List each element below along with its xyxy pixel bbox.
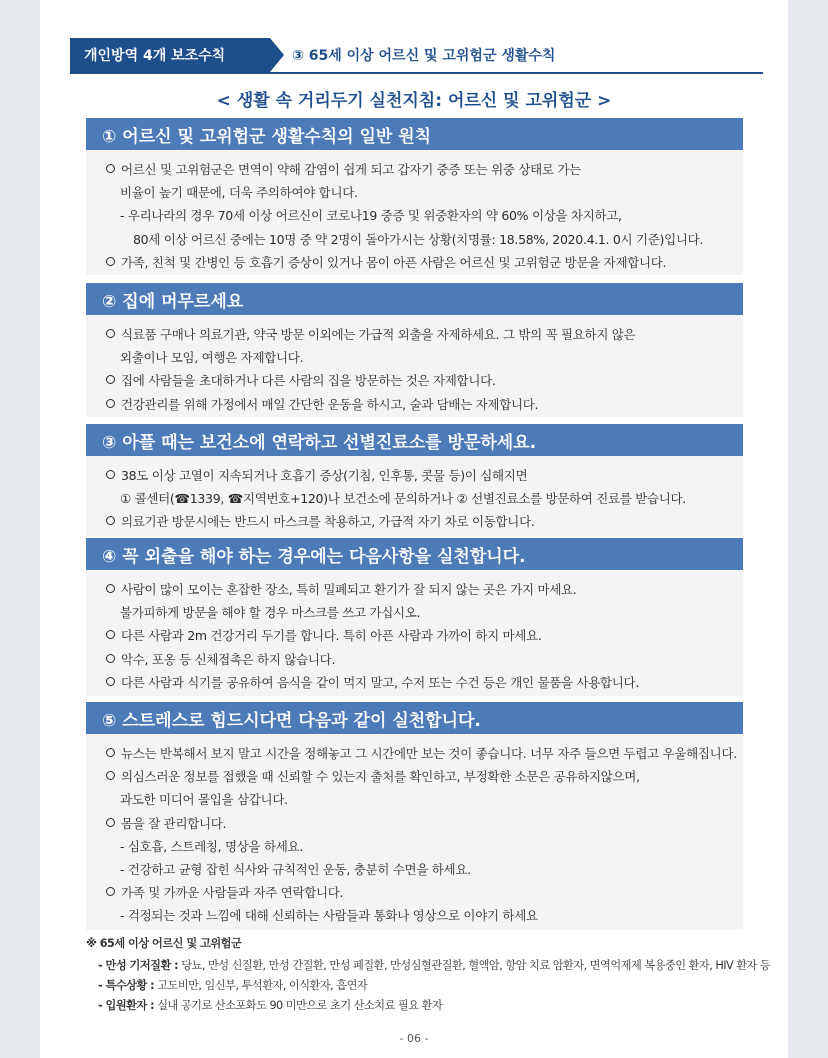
document-page [40,0,788,1058]
footnote-text: 당뇨, 만성 신질환, 만성 간질환, 만성 폐질환, 만성심혈관질환, 혈액암, 항암 치료 암환자, 면역억제제 복용중인 환자, HIV 환자 등 [181,959,771,972]
list-item-continuation: 비율이 높기 때문에, 더욱 주의하여야 합니다. [120,185,358,201]
list-item: 다른 사람과 식기를 공유하여 음식을 같이 먹지 말고, 수저 또는 수건 등은 개인 물품을 사용합니다. [106,671,731,694]
list-item-continuation: 과도한 미디어 몰입을 삼갑니다. [120,792,288,808]
footnote-text: 고도비만, 임신부, 투석환자, 이식환자, 흡연자 [157,979,368,992]
list-item: 다른 사람과 2m 건강거리 두기를 합니다. 특히 아픈 사람과 가까이 하지 마세요. [106,624,731,647]
bullet-icon [106,771,115,780]
section-2-body [86,315,743,417]
bullet-icon [106,375,115,384]
list-item: 가족, 친척 및 간병인 등 호흡기 증상이 있거나 몸이 아픈 사람은 어르신 및 고위험군 방문을 자제합니다. [106,251,731,274]
bullet-icon [106,584,115,593]
list-item: 사람이 많이 모이는 혼잡한 장소, 특히 밀폐되고 환기가 잘 되지 않는 곳은 가지 마세요. [106,578,731,601]
list-item: 의심스러운 정보를 접했을 때 신뢰할 수 있는지 출처를 확인하고, 부정확한 소문은 공유하지않으며, [106,765,731,788]
list-item: 악수, 포옹 등 신체접촉은 하지 않습니다. [106,648,731,671]
list-item-continuation: 불가피하게 방문을 해야 할 경우 마스크를 쓰고 가십시오. [120,605,421,621]
section-4-body [86,570,743,696]
section-4-heading: ④ 꼭 외출을 해야 하는 경우에는 다음사항을 실천합니다. [86,538,743,570]
list-item: 가족 및 가까운 사람들과 자주 연락합니다. [106,881,731,904]
footnote-label: - 입원환자 : [98,999,155,1012]
bullet-icon [106,748,115,757]
bullet-icon [106,164,115,173]
bullet-icon [106,516,115,525]
bullet-icon [106,399,115,408]
section-5-heading: ⑤ 스트레스로 힘드시다면 다음과 같이 실천합니다. [86,702,743,734]
list-item: 몸을 잘 관리합니다. [106,812,731,835]
list-item: 어르신 및 고위험군은 면역이 약해 감염이 쉽게 되고 갑자기 중증 또는 위중 상태로 가는 [106,158,731,181]
sub-item-continuation: 80세 이상 어르신 중에는 10명 중 약 2명이 돌아가시는 상황(치명률: 18.58%, 2020.4.1. 0시 기준)입니다. [133,231,704,247]
header-tab: 개인방역 4개 보조수칙 [70,38,270,72]
section-2-heading: ② 집에 머무르세요 [86,283,743,315]
section-1-body [86,150,743,275]
section-3-body [86,456,743,536]
list-item: 집에 사람들을 초대하거나 다른 사람의 집을 방문하는 것은 자제합니다. [106,369,731,392]
bullet-icon [106,630,115,639]
bullet-icon [106,329,115,338]
bullet-icon [106,654,115,663]
section-3-heading: ③ 아플 때는 보건소에 연락하고 선별진료소를 방문하세요. [86,424,743,456]
sub-item: - 우리나라의 경우 70세 이상 어르신이 코로나19 중증 및 위중환자의 약 60% 이상을 차지하고, [120,208,622,224]
bullet-icon [106,677,115,686]
header-rule [70,72,763,74]
list-item: 의료기관 방문시에는 반드시 마스크를 착용하고, 가급적 자기 차로 이동합니다. [106,510,731,533]
footnote-text: 실내 공기로 산소포화도 90 미만으로 초기 산소치료 필요 환자 [157,999,443,1012]
footnote-label: - 특수상황 : [98,979,155,992]
footnote-item [98,976,778,996]
list-item: 식료품 구매나 의료기관, 약국 방문 이외에는 가급적 외출을 자제하세요. 그 밖의 꼭 필요하지 않은 [106,323,731,346]
bullet-icon [106,818,115,827]
bullet-icon [106,257,115,266]
page-number: - 06 - [399,1032,429,1045]
bullet-icon [106,470,115,479]
footnote-item [98,996,778,1016]
list-item-continuation: ① 콜센터(☎1339, ☎지역번호+120)나 보건소에 문의하거나 ② 선별진료소를 방문하여 진료를 받습니다. [120,491,687,507]
list-item: 뉴스는 반복해서 보지 말고 시간을 정해놓고 그 시간에만 보는 것이 좋습니다. 너무 자주 들으면 두렵고 우울해집니다. [106,742,731,765]
sub-item: - 심호흡, 스트레칭, 명상을 하세요. [120,838,304,854]
footnote-label: - 만성 기저질환 : [98,959,179,972]
page-title: < 생활 속 거리두기 실천지침: 어르신 및 고위험군 > [216,91,612,111]
list-item: 건강관리를 위해 가정에서 매일 간단한 운동을 하시고, 술과 담배는 자제합니다. [106,393,731,416]
section-5-body [86,734,743,930]
sub-item: - 걱정되는 것과 느낌에 대해 신뢰하는 사람들과 통화나 영상으로 이야기 하세요 [120,908,538,924]
footnote-title: ※ 65세 이상 어르신 및 고위험군 [86,937,242,950]
footnote-item [98,956,778,976]
list-item-continuation: 외출이나 모임, 여행은 자제합니다. [120,350,304,366]
header-subtitle: ③ 65세 이상 어르신 및 고위험군 생활수칙 [292,48,556,64]
page-header [70,38,763,72]
list-item: 38도 이상 고열이 지속되거나 호흡기 증상(기침, 인후통, 콧물 등)이 심해지면 [106,464,731,487]
bullet-icon [106,887,115,896]
section-1-heading: ① 어르신 및 고위험군 생활수칙의 일반 원칙 [86,118,743,150]
sub-item: - 건강하고 균형 잡힌 식사와 규칙적인 운동, 충분히 수면을 하세요. [120,862,471,878]
